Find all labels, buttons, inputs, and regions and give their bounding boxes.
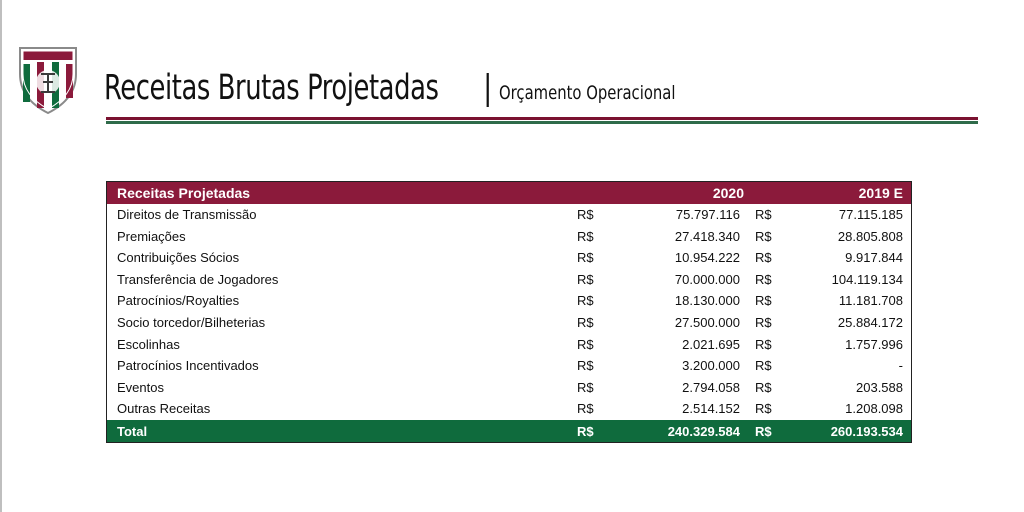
row-label: Direitos de Transmissão: [117, 207, 257, 222]
total-currency: R$: [755, 423, 772, 439]
row-label: Patrocínios Incentivados: [117, 358, 259, 374]
row-currency: R$: [577, 293, 594, 309]
row-currency: R$: [755, 271, 772, 287]
divider-green: [106, 121, 978, 124]
row-value-2020: 3.200.000: [682, 358, 740, 374]
row-currency: R$: [755, 358, 772, 374]
row-label: Socio torcedor/Bilheterias: [117, 314, 266, 330]
row-currency: R$: [755, 379, 772, 395]
total-value-2019: 260.193.534: [830, 423, 903, 439]
page-edge: [0, 0, 2, 512]
divider-red: [106, 117, 978, 120]
row-label: Eventos: [117, 379, 164, 395]
total-value-2020: 240.329.584: [667, 423, 740, 439]
row-value-2020: 10.954.222: [674, 250, 740, 266]
table-row: [107, 334, 911, 356]
header-col-2020: 2020: [712, 185, 744, 201]
row-value-2019: 28.805.808: [837, 228, 903, 244]
table-row: [107, 226, 911, 248]
row-currency: R$: [577, 401, 594, 417]
club-crest-icon: [16, 44, 80, 116]
row-value-2019: 11.181.708: [838, 293, 903, 309]
table-row: [107, 247, 911, 269]
row-value-2019: 203.588: [856, 379, 903, 395]
row-currency: R$: [577, 207, 594, 222]
row-currency: R$: [577, 358, 594, 374]
row-value-2019: 9.917.844: [845, 250, 903, 266]
row-value-2020: 18.130.000: [674, 293, 740, 309]
row-value-2019: 1.757.996: [845, 336, 903, 352]
row-value-2020: 27.500.000: [674, 314, 740, 330]
table-row: [107, 355, 911, 377]
row-currency: R$: [755, 314, 772, 330]
table-row: [107, 290, 911, 312]
row-currency: R$: [755, 207, 772, 222]
table-row: [107, 204, 911, 226]
revenue-table: [106, 181, 912, 443]
row-value-2019: -: [898, 358, 903, 374]
row-value-2019: 104.119.134: [831, 271, 903, 287]
table-header: [107, 182, 911, 204]
row-label: Contribuições Sócios: [117, 250, 240, 266]
row-currency: R$: [577, 271, 594, 287]
table-total-row: [107, 420, 911, 442]
row-currency: R$: [755, 228, 772, 244]
title-main: Receitas Brutas Projetadas: [104, 68, 439, 108]
row-currency: R$: [577, 336, 594, 352]
row-value-2020: 2.794.058: [682, 379, 740, 395]
row-value-2019: 77.115.185: [838, 207, 903, 222]
total-currency: R$: [577, 423, 594, 439]
title-subtitle: Orçamento Operacional: [499, 82, 676, 104]
row-currency: R$: [577, 228, 594, 244]
row-label: Escolinhas: [117, 336, 180, 352]
row-value-2020: 75.797.116: [675, 207, 740, 222]
row-value-2020: 2.021.695: [682, 336, 740, 352]
table-row: [107, 312, 911, 334]
header-label: Receitas Projetadas: [117, 185, 251, 201]
row-value-2020: 2.514.152: [682, 401, 740, 417]
row-currency: R$: [577, 250, 594, 266]
row-currency: R$: [755, 401, 772, 417]
page-title: [104, 62, 726, 108]
row-value-2019: 1.208.098: [845, 401, 903, 417]
row-currency: R$: [577, 379, 594, 395]
row-currency: R$: [755, 336, 772, 352]
title-separator: |: [483, 68, 493, 108]
table-row: [107, 398, 911, 420]
table-row: [107, 377, 911, 399]
table-row: [107, 269, 911, 291]
row-currency: R$: [755, 250, 772, 266]
row-label: Premiações: [117, 228, 186, 244]
row-value-2020: 70.000.000: [674, 271, 740, 287]
row-label: Patrocínios/Royalties: [117, 293, 240, 309]
row-label: Outras Receitas: [117, 401, 211, 417]
row-value-2019: 25.884.172: [837, 314, 903, 330]
row-currency: R$: [755, 293, 772, 309]
total-label: Total: [117, 423, 148, 439]
header-col-2019: 2019 E: [858, 185, 903, 201]
row-label: Transferência de Jogadores: [117, 271, 279, 287]
row-value-2020: 27.418.340: [674, 228, 740, 244]
row-currency: R$: [577, 314, 594, 330]
